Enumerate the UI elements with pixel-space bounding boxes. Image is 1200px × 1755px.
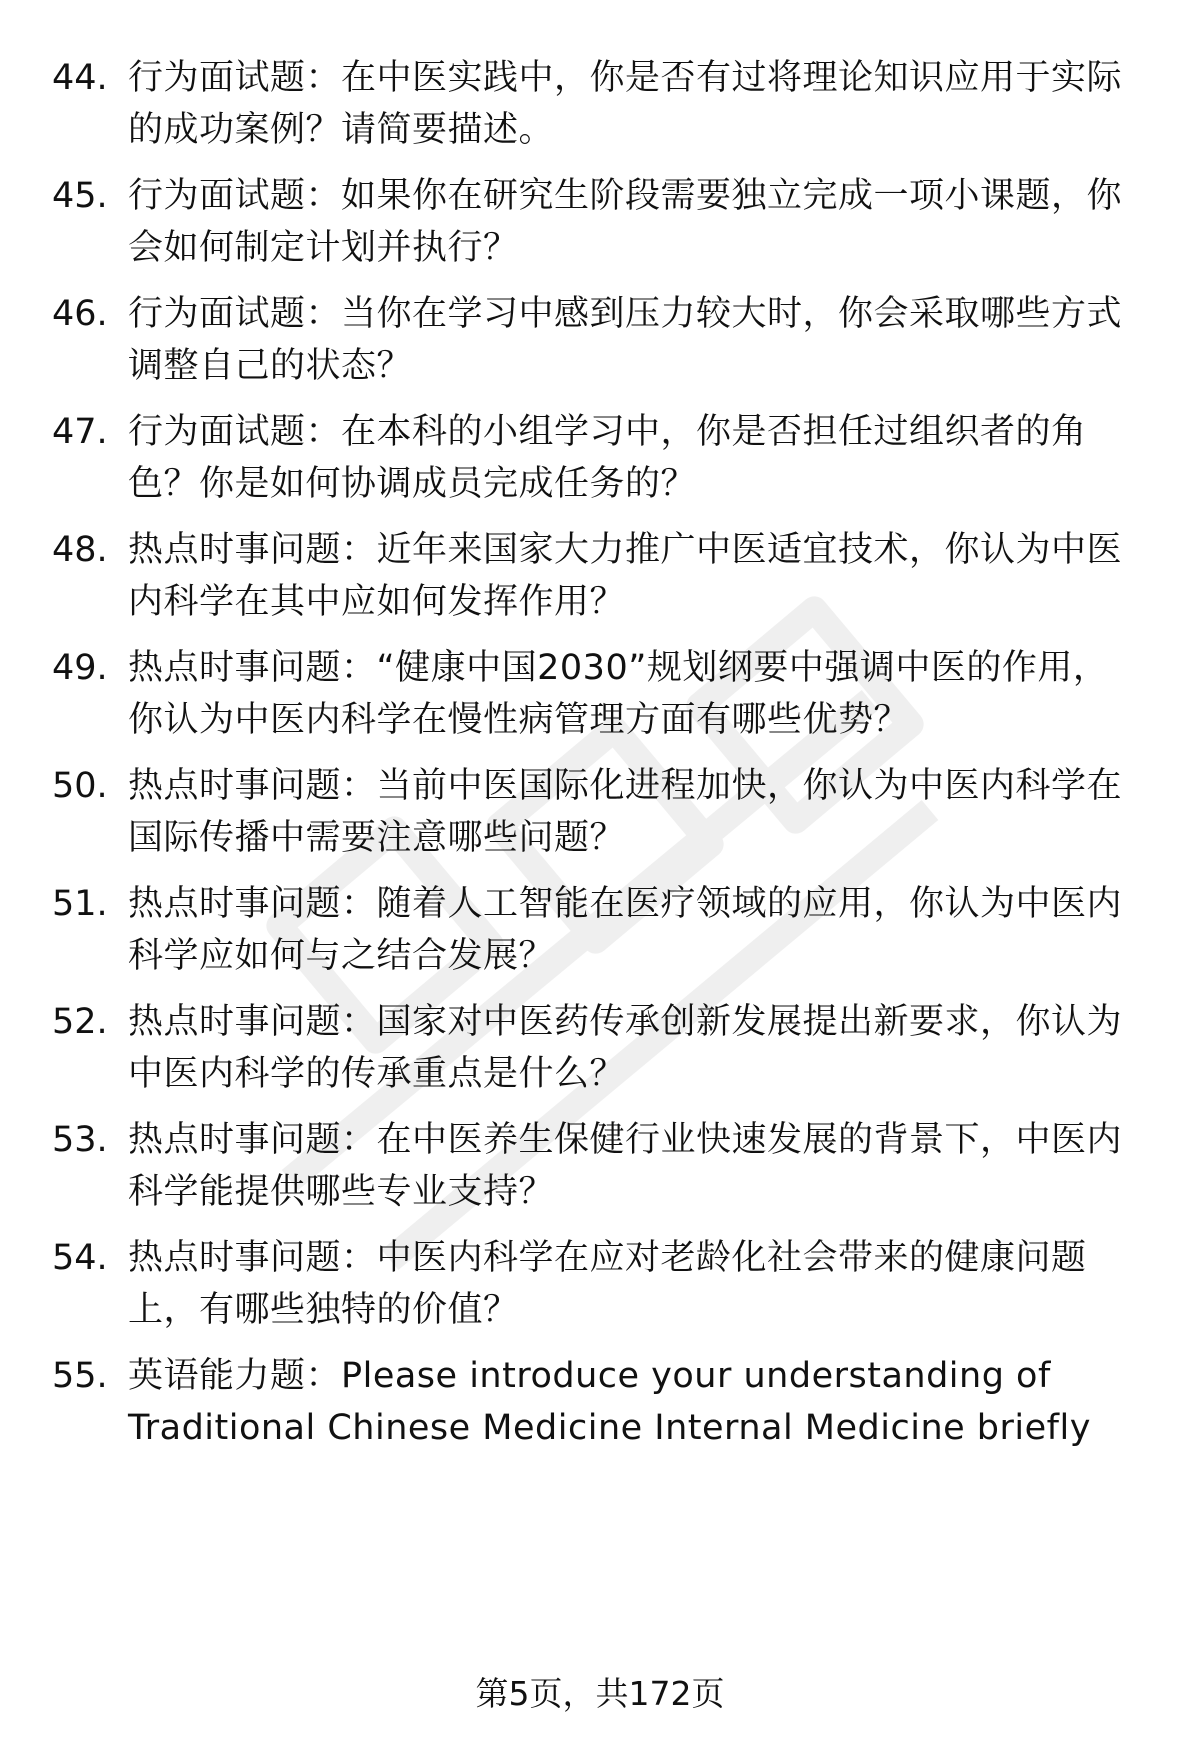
question-text-line: 中医内科学的传承重点是什么？ (128, 1054, 626, 1094)
question-text (128, 878, 1148, 982)
question-text (128, 642, 1148, 746)
question-text-line: 科学应如何与之结合发展？ (128, 936, 555, 976)
question-text-line: 你认为中医内科学在慢性病管理方面有哪些优势？ (128, 700, 910, 740)
question-text-line: 色？你是如何协调成员完成任务的？ (128, 464, 697, 504)
question-number: 53. (52, 1120, 108, 1160)
question-text-line: 行为面试题：如果你在研究生阶段需要独立完成一项小课题，你 (128, 176, 1123, 216)
question-text-line: 上，有哪些独特的价值？ (128, 1290, 519, 1330)
question-text-line: 热点时事问题：中医内科学在应对老龄化社会带来的健康问题 (128, 1238, 1087, 1278)
question-text (128, 52, 1148, 156)
question-text (128, 760, 1148, 864)
question-text (128, 524, 1148, 628)
question-text (128, 288, 1148, 392)
question-number: 47. (52, 412, 108, 452)
question-text-line: 会如何制定计划并执行？ (128, 228, 519, 268)
question-number: 51. (52, 884, 108, 924)
page-number-footer: 第5页，共172页 (475, 1674, 725, 1713)
question-number: 49. (52, 648, 108, 688)
question-text-line: 国际传播中需要注意哪些问题？ (128, 818, 626, 858)
question-text-line: 的成功案例？请简要描述。 (128, 110, 555, 150)
question-number: 54. (52, 1238, 108, 1278)
question-number: 50. (52, 766, 108, 806)
question-text-line: 热点时事问题：随着人工智能在医疗领域的应用，你认为中医内 (128, 884, 1123, 924)
question-number: 44. (52, 58, 108, 98)
question-text (128, 1350, 1148, 1454)
question-text-line: 科学能提供哪些专业支持？ (128, 1172, 555, 1212)
question-text-line: Traditional Chinese Medicine Internal Medicine briefly (128, 1408, 1091, 1448)
question-text-line: 行为面试题：当你在学习中感到压力较大时，你会采取哪些方式 (128, 294, 1123, 334)
question-text (128, 406, 1148, 510)
question-text (128, 1114, 1148, 1218)
question-text-line: 行为面试题：在中医实践中，你是否有过将理论知识应用于实际 (128, 58, 1123, 98)
question-number: 46. (52, 294, 108, 334)
question-text (128, 170, 1148, 274)
question-text (128, 1232, 1148, 1336)
question-text-line: 热点时事问题：国家对中医药传承创新发展提出新要求，你认为 (128, 1002, 1123, 1042)
question-text-line: 热点时事问题：当前中医国际化进程加快，你认为中医内科学在 (128, 766, 1123, 806)
question-text-line: 调整自己的状态？ (128, 346, 413, 386)
question-number: 48. (52, 530, 108, 570)
question-number: 55. (52, 1356, 108, 1396)
question-text-line: 热点时事问题：近年来国家大力推广中医适宜技术，你认为中医 (128, 530, 1123, 570)
question-text-line: 英语能力题：Please introduce your understanding of (128, 1356, 1051, 1396)
question-text-line: 内科学在其中应如何发挥作用？ (128, 582, 626, 622)
question-text (128, 996, 1148, 1100)
question-text-line: 热点时事问题：“健康中国2030”规划纲要中强调中医的作用， (128, 648, 1109, 688)
question-number: 52. (52, 1002, 108, 1042)
question-text-line: 行为面试题：在本科的小组学习中，你是否担任过组织者的角 (128, 412, 1087, 452)
question-text-line: 热点时事问题：在中医养生保健行业快速发展的背景下，中医内 (128, 1120, 1123, 1160)
question-number: 45. (52, 176, 108, 216)
